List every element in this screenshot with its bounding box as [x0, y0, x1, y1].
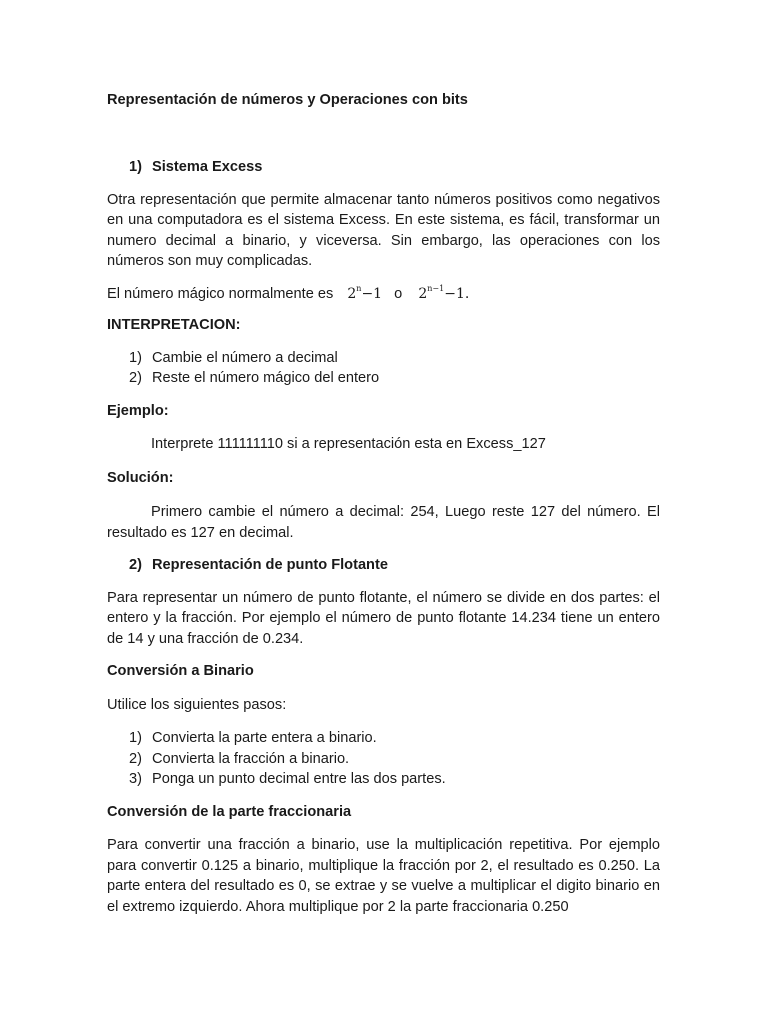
section-1-title: Sistema Excess [152, 159, 263, 175]
excess-intro-paragraph: Otra representación que permite almacenar tanto números positivos como negativos en una computadora es el sistema Excess. En este sistema, es fácil, transformar un numero decimal a binario, y viceversa. Sin embargo, las operaciones con los números son muy complicadas. [107, 191, 660, 269]
section-2-heading [107, 555, 660, 576]
magic-formula-2: $2^{n-1}-1$. [418, 283, 470, 302]
solucion-text: Primero cambie el número a decimal: 254, Luego reste 127 del número. El resultado es 127 en decimal. [107, 504, 660, 541]
list-item: 1) Cambie el número a decimal [129, 349, 338, 366]
document-page [107, 90, 660, 917]
conversion-binario-label: Conversión a Binario [107, 663, 254, 679]
magic-or: o [394, 285, 403, 302]
magic-formula-1: $2^n-1$ [347, 283, 383, 302]
punto-flotante-paragraph: Para representar un número de punto flotante, el número se divide en dos partes: el entero y la fracción. Por ejemplo el número de punto flotante 14.234 tiene un entero de 14 y una fracción de 0.234. [107, 589, 660, 647]
section-2-title: Representación de punto Flotante [152, 557, 388, 573]
fraccionaria-label: Conversión de la parte fraccionaria [107, 803, 352, 820]
solucion-label: Solución: [107, 469, 174, 486]
section-1-number: 1) [129, 159, 142, 175]
magic-number-line [107, 284, 660, 305]
interpretacion-steps [107, 348, 660, 389]
magic-number-prefix: El número mágico normalmente es [107, 285, 334, 302]
interpretacion-label: INTERPRETACION: [107, 317, 241, 333]
ejemplo-text: Interprete 111111110 si a representación esta en Excess_127 [151, 436, 546, 452]
ejemplo-label: Ejemplo: [107, 402, 169, 419]
conversion-steps [107, 728, 660, 790]
section-2-number: 2) [129, 557, 142, 573]
pasos-intro: Utilice los siguientes pasos: [107, 696, 287, 713]
section-1-heading [107, 157, 660, 178]
list-item: 3) Ponga un punto decimal entre las dos partes. [129, 771, 446, 787]
fraccionaria-paragraph: Para convertir una fracción a binario, use la multiplicación repetitiva. Por ejemplo para convertir 0.125 a binario, multiplique la fracción por 2, el resultado es 0.250. La parte entera del resultado es 0, se extrae y se vuelve a multiplicar el digito binario en el extremo izquierdo. Ahora multiplique por 2 la parte fraccionaria 0.250 [107, 837, 660, 915]
list-item: 1) Convierta la parte entera a binario. [129, 730, 377, 746]
list-item: 2) Convierta la fracción a binario. [129, 750, 350, 767]
list-item: 2) Reste el número mágico del entero [129, 370, 380, 386]
document-title: Representación de números y Operaciones con bits [107, 92, 468, 108]
